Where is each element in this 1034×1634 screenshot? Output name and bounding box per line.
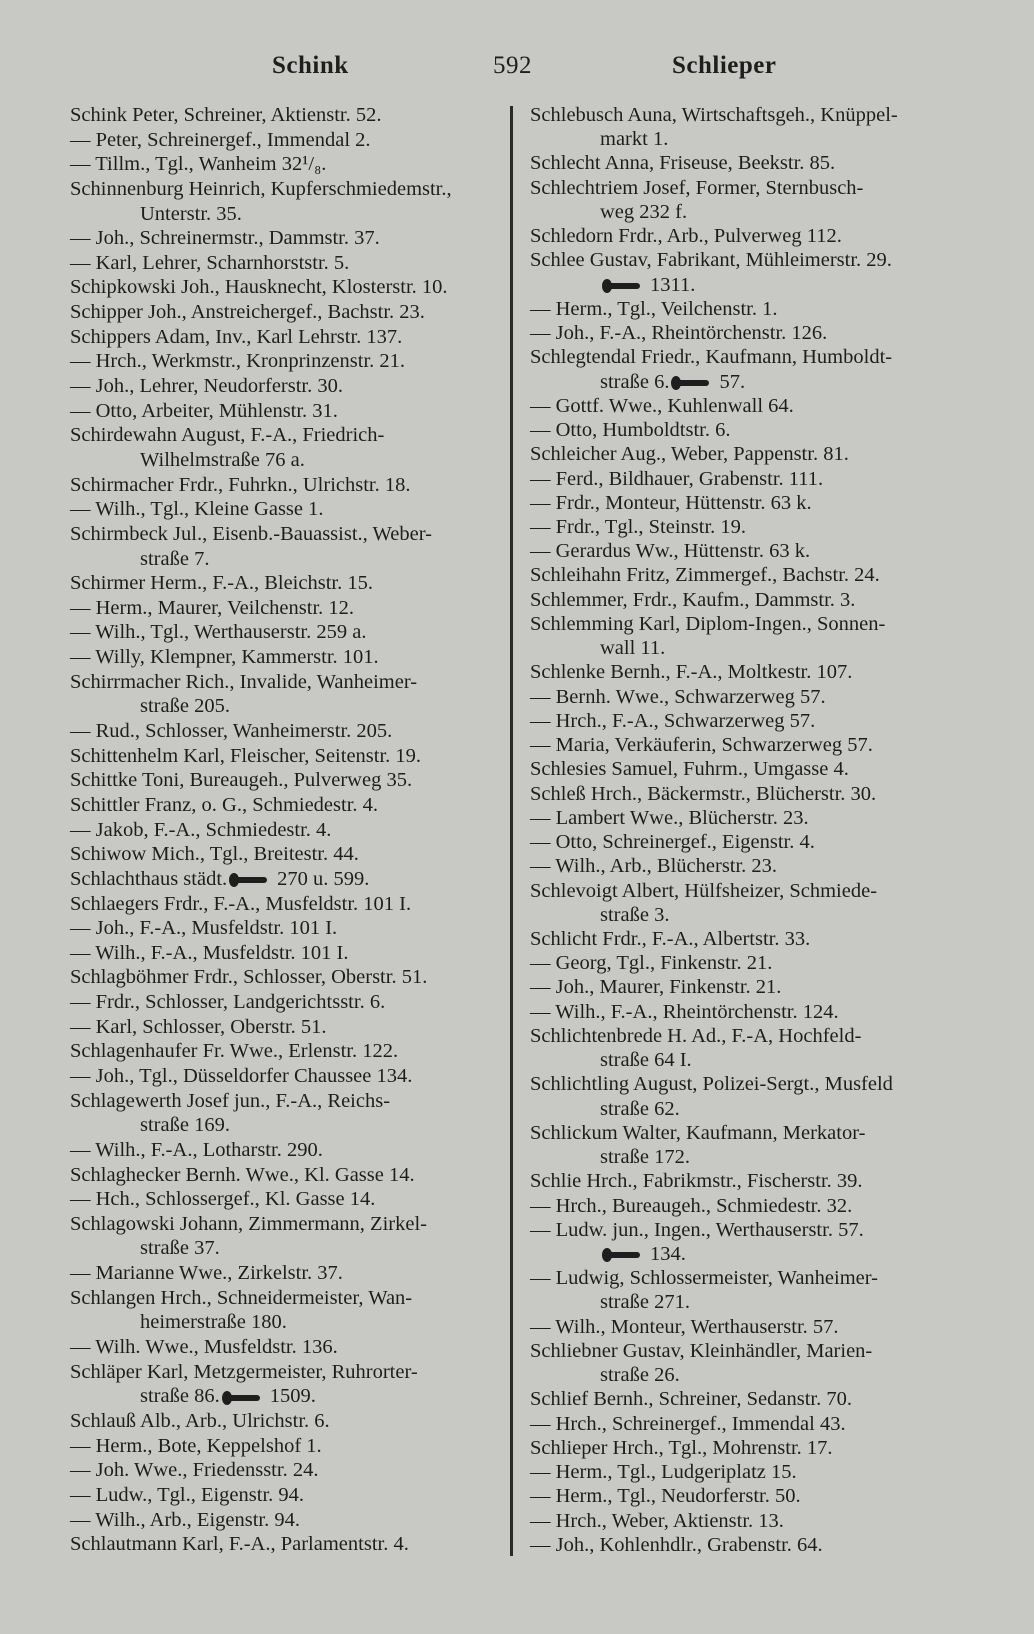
entry-continuation-line bbox=[70, 449, 502, 471]
directory-entry bbox=[530, 976, 970, 998]
directory-entry bbox=[70, 1361, 502, 1383]
entry-text: Schirdewahn August, F.-A., Friedrich- bbox=[70, 424, 385, 447]
entry-text: Schittke Toni, Bureaugeh., Pulverweg 35. bbox=[70, 769, 413, 792]
entry-text: Schläper Karl, Metzgermeister, Ruhrorter- bbox=[70, 1360, 418, 1383]
directory-entry bbox=[70, 129, 502, 151]
directory-entry bbox=[530, 1510, 970, 1532]
entry-text: — Frdr., Schlosser, Landgerichtsstr. 6. bbox=[70, 991, 386, 1014]
entry-text: straße 7. bbox=[140, 547, 210, 570]
entry-continuation-line bbox=[70, 695, 502, 717]
phone-number: 134. bbox=[650, 1243, 686, 1266]
entry-text: Schlemming Karl, Diplom-Ingen., Sonnen- bbox=[530, 612, 886, 635]
directory-entry bbox=[70, 375, 502, 397]
directory-entry bbox=[70, 843, 502, 865]
directory-entry bbox=[530, 152, 970, 174]
entry-text: wall 11. bbox=[600, 637, 666, 660]
directory-entry bbox=[70, 1435, 502, 1457]
entry-text: Schlaegers Frdr., F.-A., Musfeldstr. 101 I. bbox=[70, 892, 412, 915]
directory-entry bbox=[530, 1170, 970, 1192]
directory-entry bbox=[530, 492, 970, 514]
entry-text: Schleicher Aug., Weber, Pappenstr. 81. bbox=[530, 443, 849, 466]
directory-entry bbox=[530, 322, 970, 344]
directory-entry bbox=[530, 249, 970, 271]
entry-text: straße 172. bbox=[600, 1146, 690, 1169]
entry-text: — Joh., Lehrer, Neudorferstr. 30. bbox=[70, 375, 344, 398]
directory-entry bbox=[530, 468, 970, 490]
entry-text: — Wilh., Monteur, Werthauserstr. 57. bbox=[530, 1315, 839, 1338]
entry-text: Schlemmer, Frdr., Kaufm., Dammstr. 3. bbox=[530, 588, 856, 611]
directory-entry bbox=[70, 893, 502, 915]
directory-entry bbox=[530, 686, 970, 708]
entry-text: Schledorn Frdr., Arb., Pulverweg 112. bbox=[530, 225, 842, 248]
entry-text: — Willy, Klempner, Kammerstr. 101. bbox=[70, 646, 379, 669]
entry-text: Schlegtendal Friedr., Kaufmann, Humboldt- bbox=[530, 346, 893, 369]
entry-text: Schlecht Anna, Friseuse, Beekstr. 85. bbox=[530, 152, 836, 175]
directory-entry bbox=[70, 1484, 502, 1506]
running-head-right: Schlieper bbox=[672, 52, 777, 79]
entry-continuation-line bbox=[530, 1243, 970, 1265]
directory-entry bbox=[70, 966, 502, 988]
directory-entry bbox=[530, 1534, 970, 1556]
directory-entry bbox=[530, 564, 970, 586]
directory-entry bbox=[530, 880, 970, 902]
directory-entry bbox=[70, 572, 502, 594]
entry-text: — Joh., Tgl., Düsseldorfer Chaussee 134. bbox=[70, 1064, 413, 1087]
entry-text: Schipper Joh., Anstreichergef., Bachstr. 23. bbox=[70, 301, 425, 324]
directory-entry bbox=[70, 1533, 502, 1555]
entry-continuation-line bbox=[530, 201, 970, 223]
directory-entry bbox=[70, 1090, 502, 1112]
entry-text: Unterstr. 35. bbox=[140, 202, 242, 225]
entry-text: Schlaghecker Bernh. Wwe., Kl. Gasse 14. bbox=[70, 1163, 415, 1186]
entry-text: — Frdr., Tgl., Steinstr. 19. bbox=[530, 515, 747, 538]
directory-entry bbox=[530, 516, 970, 538]
entry-text: Schleihahn Fritz, Zimmergef., Bachstr. 24. bbox=[530, 564, 880, 587]
entry-text: straße 205. bbox=[140, 695, 230, 718]
entry-text: Schlechtriem Josef, Former, Sternbusch- bbox=[530, 176, 864, 199]
entry-text: — Tillm., Tgl., Wanheim 32¹/₈. bbox=[70, 153, 327, 176]
entry-continuation-line bbox=[70, 1237, 502, 1259]
entry-text: — Wilh., Arb., Blücherstr. 23. bbox=[530, 855, 778, 878]
entry-text: straße 169. bbox=[140, 1114, 230, 1137]
entry-text: Schirrmacher Rich., Invalide, Wanheimer- bbox=[70, 670, 418, 693]
entry-text: — Herm., Maurer, Veilchenstr. 12. bbox=[70, 596, 355, 619]
entry-continuation-line bbox=[530, 371, 970, 393]
directory-entry bbox=[530, 1388, 970, 1410]
directory-entry bbox=[70, 400, 502, 422]
directory-entry bbox=[530, 831, 970, 853]
directory-entry bbox=[530, 807, 970, 829]
directory-entry bbox=[530, 1195, 970, 1217]
entry-text: — Bernh. Wwe., Schwarzerweg 57. bbox=[530, 685, 826, 708]
entry-text: — Hch., Schlossergef., Kl. Gasse 14. bbox=[70, 1188, 376, 1211]
directory-entry bbox=[530, 1001, 970, 1023]
directory-entry bbox=[530, 710, 970, 732]
directory-entry bbox=[70, 227, 502, 249]
entry-text: straße 3. bbox=[600, 903, 670, 926]
entry-continuation-line bbox=[70, 1114, 502, 1136]
entry-continuation-line bbox=[70, 1311, 502, 1333]
running-head-left: Schink bbox=[272, 52, 349, 79]
entry-text: Schlichtling August, Polizei-Sergt., Musfeld bbox=[530, 1073, 893, 1096]
entry-text: — Wilh., F.-A., Musfeldstr. 101 I. bbox=[70, 941, 349, 964]
page-number: 592 bbox=[493, 52, 532, 79]
directory-entry bbox=[70, 1040, 502, 1062]
entry-text: — Hrch., Werkmstr., Kronprinzenstr. 21. bbox=[70, 350, 406, 373]
directory-entry bbox=[70, 104, 502, 126]
directory-entry bbox=[530, 177, 970, 199]
entry-text: — Lambert Wwe., Blücherstr. 23. bbox=[530, 806, 809, 829]
directory-entry bbox=[70, 1213, 502, 1235]
entry-text: — Jakob, F.-A., Schmiedestr. 4. bbox=[70, 818, 332, 841]
entry-text: Schlevoigt Albert, Hülfsheizer, Schmiede- bbox=[530, 879, 878, 902]
directory-entry bbox=[530, 855, 970, 877]
directory-entry bbox=[530, 395, 970, 417]
directory-entry bbox=[70, 498, 502, 520]
entry-text: Schinnenburg Heinrich, Kupferschmiedemstr., bbox=[70, 177, 452, 200]
entry-text: straße 62. bbox=[600, 1097, 680, 1120]
telephone-icon bbox=[229, 873, 271, 887]
entry-text: Schlachthaus städt. bbox=[70, 867, 228, 890]
entry-text: Schlichtenbrede H. Ad., F.-A, Hochfeld- bbox=[530, 1024, 862, 1047]
entry-text: straße 37. bbox=[140, 1237, 220, 1260]
entry-text: — Marianne Wwe., Zirkelstr. 37. bbox=[70, 1262, 343, 1285]
entry-text: straße 64 I. bbox=[600, 1049, 692, 1072]
directory-entry bbox=[530, 1437, 970, 1459]
entry-text: — Gottf. Wwe., Kuhlenwall 64. bbox=[530, 394, 794, 417]
entry-text: Schirmbeck Jul., Eisenb.-Bauassist., Weber- bbox=[70, 522, 432, 545]
phone-number: 1311. bbox=[650, 273, 696, 296]
entry-text: Schlenke Bernh., F.-A., Moltkestr. 107. bbox=[530, 661, 853, 684]
entry-text: — Herm., Tgl., Neudorferstr. 50. bbox=[530, 1485, 801, 1508]
directory-entry bbox=[70, 523, 502, 545]
entry-text: — Hrch., F.-A., Schwarzerweg 57. bbox=[530, 709, 816, 732]
entry-text: straße 86. bbox=[140, 1385, 220, 1408]
entry-text: — Georg, Tgl., Finkenstr. 21. bbox=[530, 952, 773, 975]
entry-continuation-line bbox=[530, 128, 970, 150]
entry-text: Schlie Hrch., Fabrikmstr., Fischerstr. 39. bbox=[530, 1170, 863, 1193]
entry-continuation-line bbox=[530, 1146, 970, 1168]
entry-text: — Wilh., F.-A., Rheintörchenstr. 124. bbox=[530, 1000, 839, 1023]
directory-entry bbox=[530, 613, 970, 635]
directory-entry bbox=[70, 1262, 502, 1284]
entry-text: — Herm., Tgl., Ludgeriplatz 15. bbox=[530, 1461, 797, 1484]
directory-entry bbox=[530, 661, 970, 683]
entry-text: Schlagewerth Josef jun., F.-A., Reichs- bbox=[70, 1089, 391, 1112]
entry-text: — Hrch., Weber, Aktienstr. 13. bbox=[530, 1509, 784, 1532]
directory-entry bbox=[70, 1509, 502, 1531]
entry-text: Schlagböhmer Frdr., Schlosser, Oberstr. 51. bbox=[70, 966, 428, 989]
directory-entry bbox=[530, 298, 970, 320]
phone-number: 1509. bbox=[269, 1385, 316, 1408]
entry-text: markt 1. bbox=[600, 128, 669, 151]
directory-entry bbox=[70, 1139, 502, 1161]
entry-text: Schlauß Alb., Arb., Ulrichstr. 6. bbox=[70, 1409, 330, 1432]
directory-entry bbox=[70, 621, 502, 643]
directory-entry bbox=[70, 1459, 502, 1481]
entry-text: Schittenhelm Karl, Fleischer, Seitenstr. 19. bbox=[70, 744, 422, 767]
directory-entry bbox=[530, 952, 970, 974]
directory-entry bbox=[70, 917, 502, 939]
entry-text: Schipkowski Joh., Hausknecht, Klosterstr. 10. bbox=[70, 276, 448, 299]
directory-entry bbox=[530, 1485, 970, 1507]
entry-text: Schlagowski Johann, Zimmermann, Zirkel- bbox=[70, 1212, 427, 1235]
left-column bbox=[70, 104, 502, 1556]
directory-entry bbox=[70, 720, 502, 742]
entry-text: Schink Peter, Schreiner, Aktienstr. 52. bbox=[70, 104, 382, 126]
telephone-icon bbox=[602, 279, 644, 293]
entry-continuation-line bbox=[530, 1291, 970, 1313]
entry-text: — Wilh., Tgl., Werthauserstr. 259 a. bbox=[70, 621, 367, 644]
entry-text: — Joh., Kohlenhdlr., Grabenstr. 64. bbox=[530, 1533, 823, 1556]
directory-entry bbox=[530, 419, 970, 441]
directory-entry bbox=[530, 1340, 970, 1362]
entry-text: Schippers Adam, Inv., Karl Lehrstr. 137. bbox=[70, 325, 403, 348]
directory-entry bbox=[70, 819, 502, 841]
entry-text: — Herm., Tgl., Veilchenstr. 1. bbox=[530, 297, 778, 320]
telephone-icon bbox=[222, 1391, 264, 1405]
entry-text: Schleß Hrch., Bäckermstr., Blücherstr. 30. bbox=[530, 782, 877, 805]
telephone-icon bbox=[671, 376, 713, 390]
directory-entry bbox=[530, 589, 970, 611]
entry-text: — Hrch., Schreinergef., Immendal 43. bbox=[530, 1412, 846, 1435]
directory-entry bbox=[70, 153, 502, 175]
directory-entry bbox=[530, 1267, 970, 1289]
entry-continuation-line bbox=[530, 1049, 970, 1071]
directory-entry bbox=[530, 1413, 970, 1435]
entry-text: — Gerardus Ww., Hüttenstr. 63 k. bbox=[530, 540, 811, 563]
entry-text: straße 26. bbox=[600, 1364, 680, 1387]
entry-text: — Karl, Schlosser, Oberstr. 51. bbox=[70, 1015, 327, 1038]
directory-entry bbox=[530, 540, 970, 562]
entry-continuation-line bbox=[530, 1098, 970, 1120]
entry-text: Schlicht Frdr., F.-A., Albertstr. 33. bbox=[530, 927, 811, 950]
entry-text: — Wilh. Wwe., Musfeldstr. 136. bbox=[70, 1336, 338, 1359]
entry-text: Schliebner Gustav, Kleinhändler, Marien- bbox=[530, 1339, 873, 1362]
directory-entry bbox=[70, 1287, 502, 1309]
entry-text: — Rud., Schlosser, Wanheimerstr. 205. bbox=[70, 720, 393, 743]
directory-entry bbox=[70, 646, 502, 668]
directory-entry bbox=[70, 597, 502, 619]
entry-text: — Wilh., Arb., Eigenstr. 94. bbox=[70, 1508, 300, 1531]
entry-text: Schlesies Samuel, Fuhrm., Umgasse 4. bbox=[530, 758, 849, 781]
entry-text: Wilhelmstraße 76 a. bbox=[140, 448, 305, 471]
entry-text: Schittler Franz, o. G., Schmiedestr. 4. bbox=[70, 793, 379, 816]
entry-text: straße 6. bbox=[600, 370, 670, 393]
entry-continuation-line bbox=[70, 203, 502, 225]
directory-entry bbox=[70, 178, 502, 200]
entry-text: — Otto, Arbeiter, Mühlenstr. 31. bbox=[70, 399, 338, 422]
entry-text: Schlautmann Karl, F.-A., Parlamentstr. 4. bbox=[70, 1533, 409, 1556]
entry-continuation-line bbox=[70, 548, 502, 570]
entry-text: — Joh., F.-A., Rheintörchenstr. 126. bbox=[530, 322, 828, 345]
entry-text: — Joh., F.-A., Musfeldstr. 101 I. bbox=[70, 917, 338, 940]
directory-entry bbox=[70, 942, 502, 964]
directory-entry bbox=[530, 1073, 970, 1095]
entry-text: Schirmer Herm., F.-A., Bleichstr. 15. bbox=[70, 572, 373, 595]
entry-text: — Wilh., Tgl., Kleine Gasse 1. bbox=[70, 498, 324, 521]
entry-text: Schlee Gustav, Fabrikant, Mühleimerstr. 29. bbox=[530, 249, 892, 272]
entry-text: weg 232 f. bbox=[600, 200, 688, 223]
directory-entry bbox=[70, 868, 502, 890]
entry-text: — Wilh., F.-A., Lotharstr. 290. bbox=[70, 1138, 323, 1161]
entry-text: Schirmacher Frdr., Fuhrkn., Ulrichstr. 18. bbox=[70, 473, 411, 496]
entry-text: Schlagenhaufer Fr. Wwe., Erlenstr. 122. bbox=[70, 1040, 399, 1063]
directory-entry bbox=[530, 104, 970, 126]
entry-text: heimerstraße 180. bbox=[140, 1311, 287, 1334]
entry-text: Schlief Bernh., Schreiner, Sedanstr. 70. bbox=[530, 1388, 852, 1411]
entry-text: — Frdr., Monteur, Hüttenstr. 63 k. bbox=[530, 491, 812, 514]
telephone-icon bbox=[602, 1248, 644, 1262]
entry-text: — Ludwig, Schlossermeister, Wanheimer- bbox=[530, 1267, 879, 1290]
directory-entry bbox=[70, 1164, 502, 1186]
directory-entry bbox=[70, 991, 502, 1013]
directory-entry bbox=[70, 1410, 502, 1432]
entry-text: — Otto, Schreinergef., Eigenstr. 4. bbox=[530, 831, 815, 854]
directory-entry bbox=[70, 745, 502, 767]
directory-entry bbox=[530, 1461, 970, 1483]
entry-continuation-line bbox=[530, 637, 970, 659]
directory-entry bbox=[70, 326, 502, 348]
entry-text: straße 271. bbox=[600, 1291, 690, 1314]
directory-entry bbox=[530, 1316, 970, 1338]
directory-entry bbox=[70, 424, 502, 446]
entry-text: Schlebusch Auna, Wirtschaftsgeh., Knüppel- bbox=[530, 104, 898, 126]
directory-entry bbox=[70, 350, 502, 372]
entry-continuation-line bbox=[530, 274, 970, 296]
directory-entry bbox=[530, 783, 970, 805]
directory-entry bbox=[530, 443, 970, 465]
entry-text: — Joh., Maurer, Finkenstr. 21. bbox=[530, 976, 782, 999]
directory-entry bbox=[70, 794, 502, 816]
directory-entry bbox=[70, 301, 502, 323]
entry-continuation-line bbox=[530, 1364, 970, 1386]
entry-text: Schlickum Walter, Kaufmann, Merkator- bbox=[530, 1121, 866, 1144]
directory-entry bbox=[530, 346, 970, 368]
directory-entry bbox=[70, 276, 502, 298]
entry-text: — Joh. Wwe., Friedensstr. 24. bbox=[70, 1459, 319, 1482]
right-column bbox=[530, 104, 970, 1556]
directory-entry bbox=[70, 1065, 502, 1087]
directory-entry bbox=[530, 1122, 970, 1144]
directory-entry bbox=[70, 1188, 502, 1210]
entry-text: — Herm., Bote, Keppelshof 1. bbox=[70, 1434, 322, 1457]
directory-entry bbox=[70, 1016, 502, 1038]
entry-text: Schlangen Hrch., Schneidermeister, Wan- bbox=[70, 1286, 413, 1309]
entry-text: — Ludw., Tgl., Eigenstr. 94. bbox=[70, 1483, 305, 1506]
column-divider bbox=[510, 106, 513, 1556]
phone-number: 57. bbox=[719, 370, 746, 393]
directory-entry bbox=[530, 928, 970, 950]
directory-entry bbox=[70, 252, 502, 274]
entry-text: — Joh., Schreinermstr., Dammstr. 37. bbox=[70, 227, 380, 250]
entry-text: Schlieper Hrch., Tgl., Mohrenstr. 17. bbox=[530, 1436, 833, 1459]
entry-text: — Karl, Lehrer, Scharnhorststr. 5. bbox=[70, 251, 350, 274]
entry-text: — Otto, Humboldtstr. 6. bbox=[530, 419, 731, 442]
directory-entry bbox=[530, 1219, 970, 1241]
entry-text: — Hrch., Bureaugeh., Schmiedestr. 32. bbox=[530, 1194, 853, 1217]
directory-entry bbox=[70, 671, 502, 693]
entry-text: Schiwow Mich., Tgl., Breitestr. 44. bbox=[70, 843, 359, 866]
directory-entry bbox=[70, 474, 502, 496]
directory-entry bbox=[530, 758, 970, 780]
directory-entry bbox=[530, 1025, 970, 1047]
entry-text: — Maria, Verkäuferin, Schwarzerweg 57. bbox=[530, 734, 873, 757]
directory-entry bbox=[70, 1336, 502, 1358]
entry-continuation-line bbox=[530, 904, 970, 926]
entry-text: — Ludw. jun., Ingen., Werthauserstr. 57. bbox=[530, 1218, 864, 1241]
entry-text: — Peter, Schreinergef., Immendal 2. bbox=[70, 128, 371, 151]
directory-entry bbox=[70, 769, 502, 791]
directory-entry bbox=[530, 734, 970, 756]
entry-continuation-line bbox=[70, 1385, 502, 1407]
entry-text: — Ferd., Bildhauer, Grabenstr. 111. bbox=[530, 467, 824, 490]
directory-entry bbox=[530, 225, 970, 247]
phone-number: 270 u. 599. bbox=[277, 867, 370, 890]
